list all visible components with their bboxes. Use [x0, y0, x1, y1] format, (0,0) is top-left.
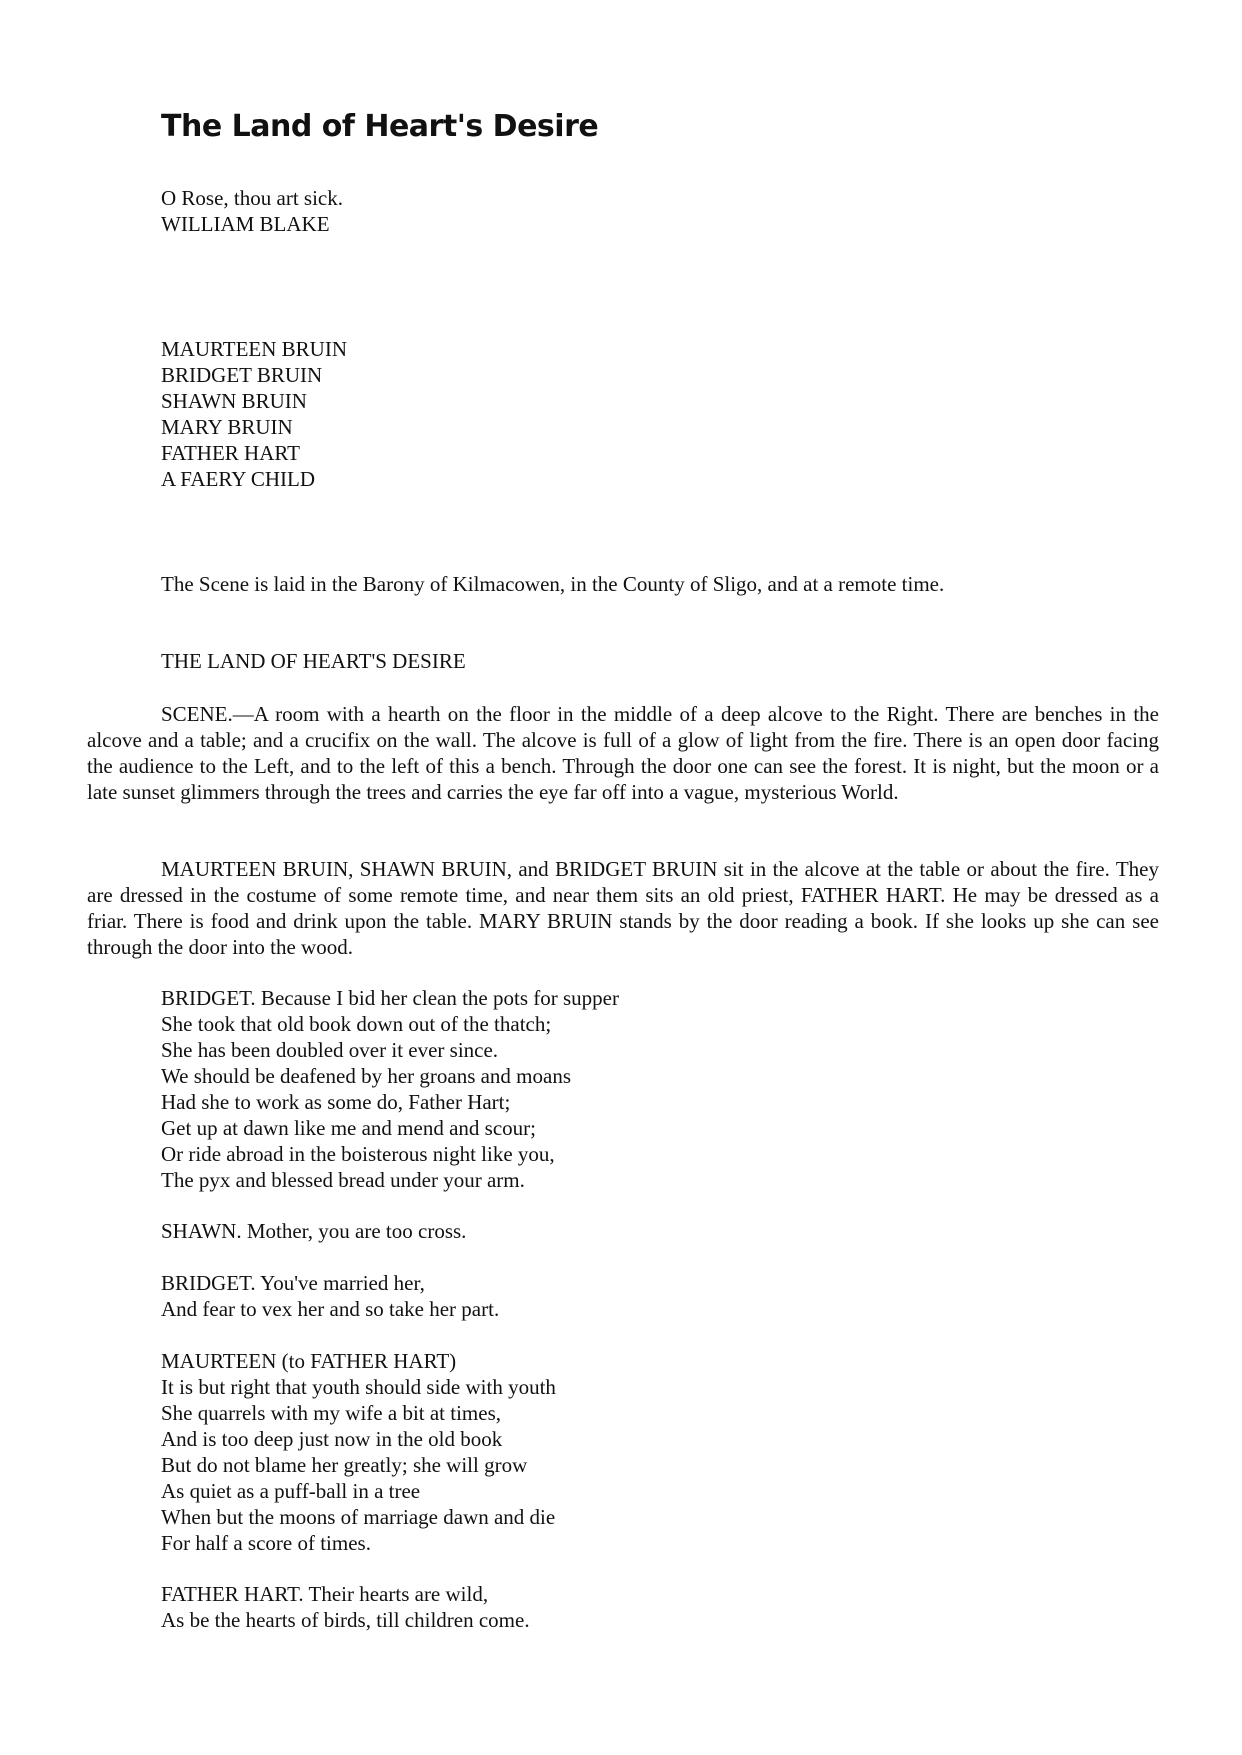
character-name: MAURTEEN BRUIN [161, 337, 347, 361]
character-name: FATHER HART [161, 441, 300, 465]
epigraph-quote: O Rose, thou art sick. [161, 186, 343, 210]
setting-text: The Scene is laid in the Barony of Kilmacowen, in the County of Sligo, and at a remote time. [161, 572, 945, 596]
setting-note [161, 571, 944, 597]
verse-line: As be the hearts of birds, till children come. [161, 1608, 530, 1632]
epigraph-author: WILLIAM BLAKE [161, 212, 330, 236]
document-title: The Land of Heart's Desire [161, 109, 599, 144]
character-list [161, 336, 347, 492]
verse-line: MAURTEEN (to FATHER HART) [161, 1349, 457, 1373]
verse-line: She quarrels with my wife a bit at times, [161, 1401, 502, 1425]
character-name: MARY BRUIN [161, 415, 293, 439]
verse-line: SHAWN. Mother, you are too cross. [161, 1219, 467, 1243]
speech-shawn-1 [161, 1218, 466, 1244]
verse-line: And fear to vex her and so take her part. [161, 1297, 500, 1321]
verse-line: We should be deafened by her groans and moans [161, 1064, 572, 1088]
speech-bridget-2 [161, 1270, 499, 1322]
verse-line: For half a score of times. [161, 1531, 371, 1555]
verse-line: FATHER HART. Their hearts are wild, [161, 1582, 489, 1606]
character-name: A FAERY CHILD [161, 467, 316, 491]
verse-line: As quiet as a puff-ball in a tree [161, 1479, 421, 1503]
play-heading-text: THE LAND OF HEART'S DESIRE [161, 649, 466, 673]
speech-bridget-1 [161, 985, 619, 1193]
stage-direction-scene: SCENE.—A room with a hearth on the floor in the middle of a deep alcove to the Right. There are benches in the alcove and a table; and a crucifix on the wall. The alcove is full of a glow of light from the fire. There is an open door facing the audience to the Left, and to the left of this a bench. Through the door one can see the forest. It is night, but the moon or a late sunset glimmers through the trees and carries the eye far off into a vague, mysterious World. [87, 702, 1159, 804]
verse-line: BRIDGET. Because I bid her clean the pots for supper [161, 986, 619, 1010]
verse-line: Had she to work as some do, Father Hart; [161, 1090, 511, 1114]
play-heading [161, 648, 466, 674]
speech-father-hart-1 [161, 1581, 530, 1633]
character-name: SHAWN BRUIN [161, 389, 307, 413]
verse-line: When but the moons of marriage dawn and die [161, 1505, 556, 1529]
verse-line: It is but right that youth should side with youth [161, 1375, 556, 1399]
verse-line: She took that old book down out of the thatch; [161, 1012, 552, 1036]
verse-line: She has been doubled over it ever since. [161, 1038, 499, 1062]
verse-line: And is too deep just now in the old book [161, 1427, 503, 1451]
verse-line: Or ride abroad in the boisterous night like you, [161, 1142, 555, 1166]
verse-line: BRIDGET. You've married her, [161, 1271, 425, 1295]
verse-line: The pyx and blessed bread under your arm. [161, 1168, 525, 1192]
epigraph [161, 185, 343, 237]
verse-line: Get up at dawn like me and mend and scour; [161, 1116, 536, 1140]
stage-direction-characters: MAURTEEN BRUIN, SHAWN BRUIN, and BRIDGET BRUIN sit in the alcove at the table or about the fire. They are dressed in the costume of some remote time, and near them sits an old priest, FATHER HART. He may be dressed as a friar. There is food and drink upon the table. MARY BRUIN stands by the door reading a book. If she looks up she can see through the door into the wood. [87, 857, 1159, 959]
verse-line: But do not blame her greatly; she will grow [161, 1453, 528, 1477]
character-name: BRIDGET BRUIN [161, 363, 323, 387]
speech-maurteen-1 [161, 1348, 556, 1556]
